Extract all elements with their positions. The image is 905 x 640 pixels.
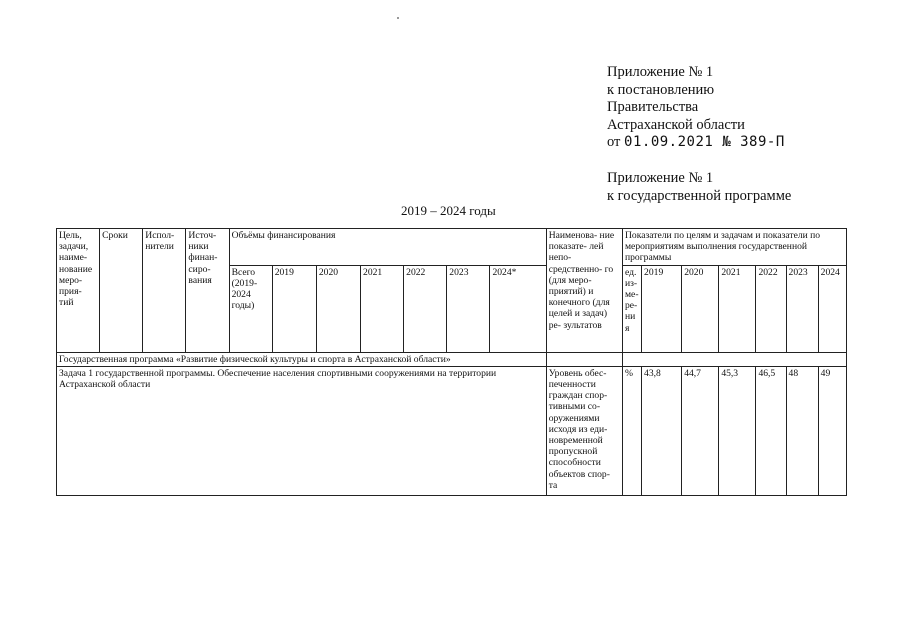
task-value-cell: 44,7: [682, 366, 719, 495]
task-text-cell: Задача 1 государственной программы. Обеспечение населения спортивными сооружениями на территории Астраханской области: [57, 366, 547, 495]
header-ind-year: 2023: [786, 265, 818, 352]
header-indicator-name: Наименова- ние показате- лей непо- средственно- го (для меро- приятий) и конечного (для целей и задач) ре- зультатов: [546, 229, 622, 353]
header-ind-year: 2024: [818, 265, 846, 352]
header-financing: Объёмы финансирования: [229, 229, 546, 266]
task-value-cell: 48: [786, 366, 818, 495]
header-sources: Источ- ники финан- сиро- вания: [186, 229, 229, 353]
appendix-line: Правительства: [607, 99, 699, 115]
task-indicator-cell: Уровень обес- печенности граждан спор- тивными со- оружениями исходя из еди- новременной пропускной способности объектов спор- та: [546, 366, 622, 495]
header-unit: ед. из- ме- ре- ния: [622, 265, 641, 352]
program-table: [56, 228, 847, 496]
header-fin-year: 2022: [404, 265, 447, 352]
task-value-cell: 46,5: [756, 366, 786, 495]
program-title-cell: Государственная программа «Развитие физической культуры и спорта в Астраханской области»: [57, 352, 547, 366]
header-row-1: [57, 229, 847, 266]
program-title-empty: [622, 352, 846, 366]
task-value-cell: 43,8: [642, 366, 682, 495]
appendix-title: Приложение № 1: [607, 64, 714, 80]
appendix-header-decree: [607, 64, 785, 152]
header-total: Всего (2019- 2024 годы): [229, 265, 272, 352]
scan-speck: [397, 17, 399, 19]
header-executors: Испол- нители: [143, 229, 186, 353]
task-value-cell: 49: [818, 366, 846, 495]
period-title: 2019 – 2024 годы: [401, 203, 496, 218]
appendix-header-program: [607, 170, 791, 205]
appendix-line: к постановлению: [607, 81, 715, 98]
appendix-line: к государственной программе: [607, 187, 792, 204]
task-row: [57, 366, 847, 495]
header-ind-year: 2020: [682, 265, 719, 352]
header-ind-year: 2021: [719, 265, 756, 352]
header-fin-year: 2020: [316, 265, 360, 352]
decree-date-number: 01.09.2021 № 389-П: [624, 134, 785, 150]
header-fin-year: 2021: [361, 265, 404, 352]
header-goal: Цель, задачи, наиме- нование меро- прия- тий: [57, 229, 100, 353]
appendix-title: Приложение № 1: [607, 170, 714, 186]
header-ind-year: 2022: [756, 265, 786, 352]
appendix-date-line: [607, 134, 785, 152]
date-prefix: от: [607, 134, 621, 150]
appendix-line: Астраханской области: [607, 116, 745, 133]
header-fin-year: 2023: [447, 265, 490, 352]
header-indicators: Показатели по целям и задачам и показатели по мероприятиям выполнения государственной программы: [622, 229, 846, 266]
header-terms: Сроки: [100, 229, 143, 353]
program-title-tail: [546, 352, 622, 366]
header-fin-year: 2024*: [490, 265, 546, 352]
header-fin-year: 2019: [272, 265, 316, 352]
task-value-cell: 45,3: [719, 366, 756, 495]
program-row: [57, 352, 847, 366]
header-ind-year: 2019: [642, 265, 682, 352]
task-unit-cell: %: [622, 366, 641, 495]
